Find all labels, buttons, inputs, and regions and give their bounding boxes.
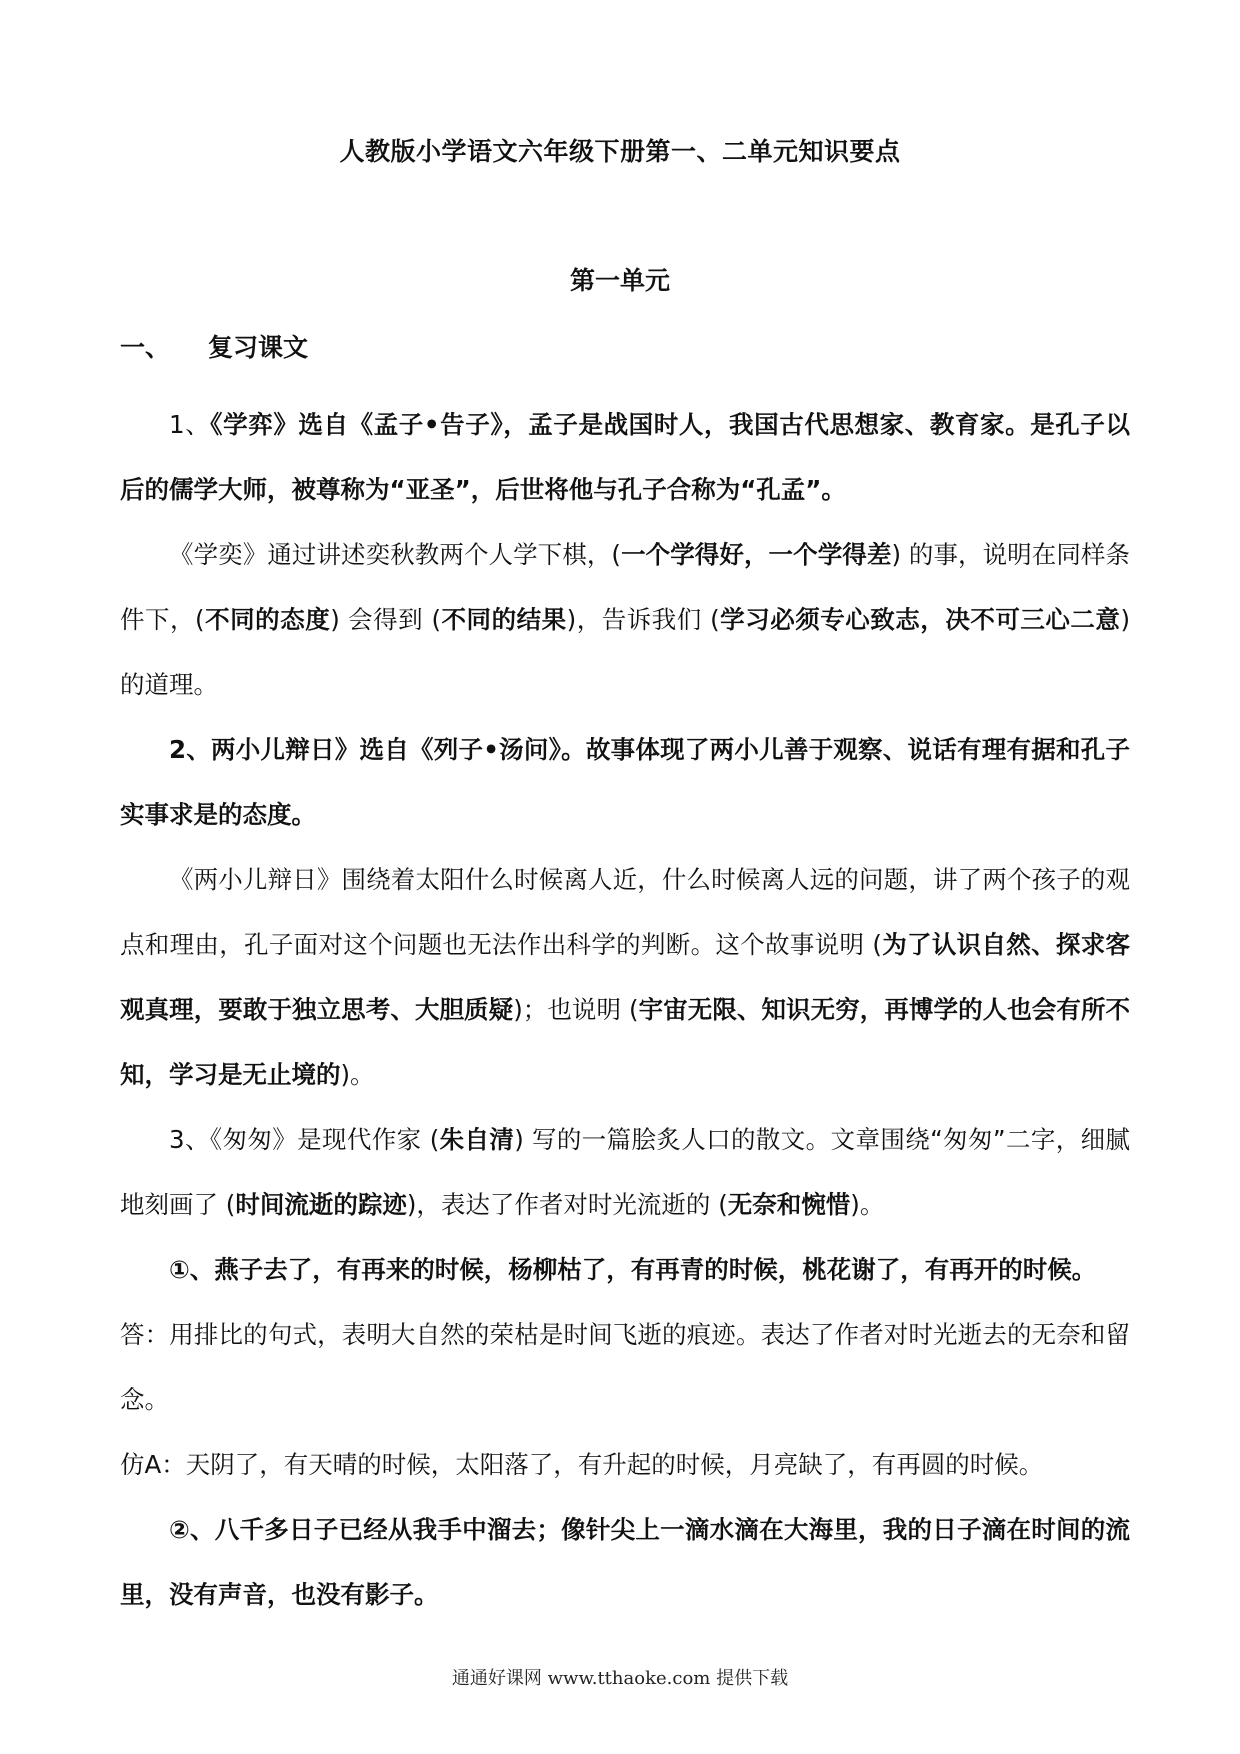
text-run-bold: ②、八千多日子已经从我手中溜去；像针尖上一滴水滴在大海里，我的日子滴在时间的流里，没有声音，也没有影子。	[120, 1515, 1130, 1609]
text-run: )，表达了作者对时光流逝的 (	[406, 1190, 728, 1219]
unit-title: 第一单元	[569, 266, 670, 295]
text-run: 《两小儿辩日》围绕着太阳什么时候离人近，什么时候离人远的问题，讲了两个孩子的观点和理由，孔子面对这个问题也无法作出科学的判断。这个故事说明 (	[120, 865, 1130, 959]
paragraph-quote-1	[120, 1237, 1130, 1302]
paragraph-quote-2	[120, 1497, 1130, 1627]
text-run: 仿A：天阴了，有天晴的时候，太阳落了，有升起的时候，月亮缺了，有再圆的时候。	[120, 1450, 1044, 1479]
text-run: )。	[340, 1060, 375, 1089]
text-run: 答：用排比的句式，表明大自然的荣枯是时间飞逝的痕迹。表达了作者对时光逝去的无奈和留念。	[120, 1320, 1130, 1414]
text-run: ) 会得到 (	[330, 605, 442, 634]
paragraph-xueyi-intro	[120, 392, 1130, 522]
text-run-bold: 宇宙无限、知识无穷，再博学的人也会有所不知，学习是无止境的	[120, 995, 1131, 1089]
paragraph-imitation	[120, 1432, 1130, 1497]
paragraph-liangxiaoer-summary	[120, 847, 1130, 1107]
text-run: 1、	[169, 410, 211, 439]
text-run-bold: 朱自清	[439, 1125, 515, 1154]
section-heading	[120, 330, 308, 366]
text-run: )，告诉我们 (	[566, 605, 720, 634]
text-run-bold: 《学弈》选自《孟子•告子》，孟子是战国时人，我国古代思想家、教育家。是孔子以后的儒学大师，被尊称为“亚圣”，后世将他与孔子合称为“孔孟”。	[120, 410, 1130, 504]
text-run: ) 的道理。	[120, 605, 1131, 699]
text-run-bold: 时间流逝的踪迹	[235, 1190, 407, 1219]
text-run-bold: 一个学得好，一个学得差	[620, 540, 892, 569]
text-run: )。	[850, 1190, 885, 1219]
section-number: 一、	[120, 333, 171, 362]
document-title: 人教版小学语文六年级下册第一、二单元知识要点	[339, 137, 901, 166]
text-run-bold: ①、燕子去了，有再来的时候，杨柳枯了，有再青的时候，桃花谢了，有再开的时候。	[169, 1255, 1097, 1284]
text-run: 3、《匆匆》	[169, 1125, 298, 1154]
text-run-bold: 不同的态度	[204, 605, 331, 634]
text-run: ) 的事，说明在同样条件下，(	[120, 540, 1130, 634]
paragraph-congcong-intro	[120, 1107, 1130, 1237]
text-run-bold: 不同的结果	[441, 605, 567, 634]
document-body	[120, 392, 1130, 1627]
section-title: 复习课文	[208, 333, 309, 362]
paragraph-liangxiaoer-intro	[120, 717, 1130, 847]
text-run: 是现代作家 (	[297, 1125, 440, 1154]
text-run: 《学奕》通过讲述奕秋教两个人学下棋，(	[169, 540, 621, 569]
text-run-bold: 为了认识自然、探求客观真理，要敢于独立思考、大胆质疑	[120, 930, 1131, 1024]
page-footer: 通通好课网 www.tthaoke.com 提供下载	[451, 1668, 789, 1689]
text-run: )；也说明 (	[513, 995, 639, 1024]
text-run: ) 写的一篇脍炙人口的散文。文章围绕“匆匆”二字，细腻地刻画了 (	[120, 1125, 1130, 1219]
text-run-bold: 2、两小儿辩日》选自《列子•汤问》。故事体现了两小儿善于观察、说话有理有据和孔子实事求是的态度。	[120, 735, 1130, 829]
text-run-bold: 无奈和惋惜	[727, 1190, 851, 1219]
paragraph-xueyi-summary	[120, 522, 1130, 717]
text-run-bold: 学习必须专心致志，决不可三心二意	[719, 605, 1121, 634]
paragraph-answer	[120, 1302, 1130, 1432]
